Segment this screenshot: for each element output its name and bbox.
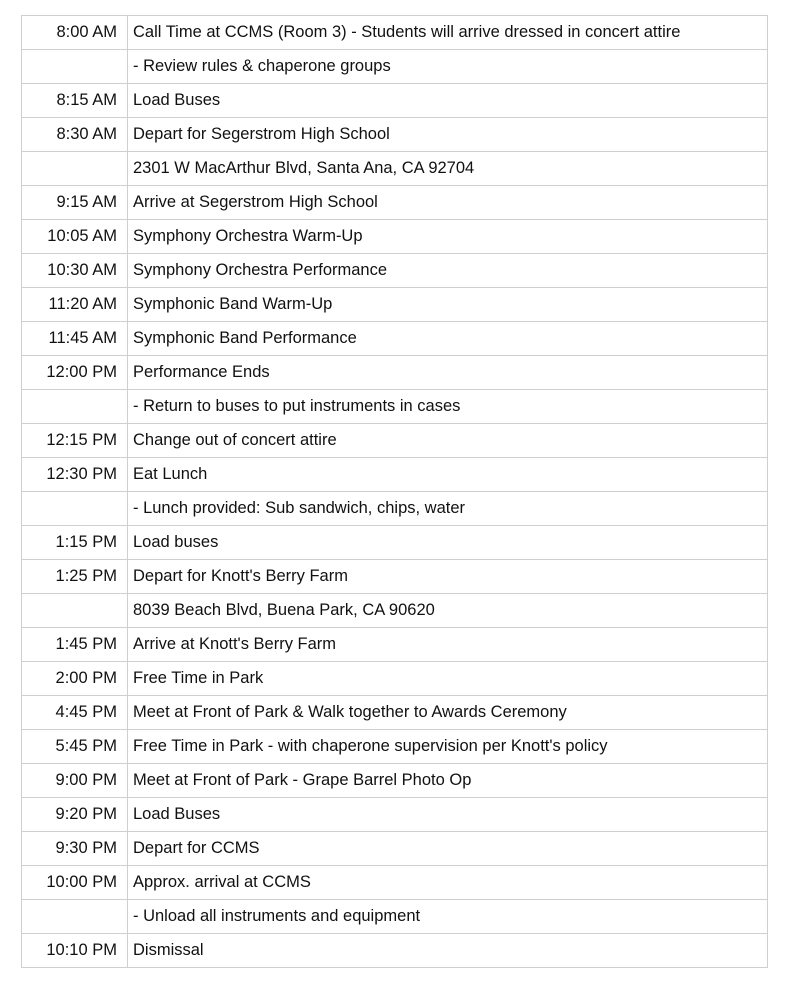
table-row	[22, 492, 768, 526]
table-row	[22, 152, 768, 186]
description-cell: Symphony Orchestra Performance	[128, 254, 768, 288]
time-cell	[22, 594, 128, 628]
table-row	[22, 424, 768, 458]
table-row	[22, 288, 768, 322]
description-cell: - Lunch provided: Sub sandwich, chips, water	[128, 492, 768, 526]
time-cell: 12:15 PM	[22, 424, 128, 458]
description-cell: Dismissal	[128, 934, 768, 968]
time-cell: 1:45 PM	[22, 628, 128, 662]
table-row	[22, 730, 768, 764]
description-cell: - Review rules & chaperone groups	[128, 50, 768, 84]
description-cell: Free Time in Park	[128, 662, 768, 696]
description-cell: Performance Ends	[128, 356, 768, 390]
table-row	[22, 50, 768, 84]
time-cell: 10:10 PM	[22, 934, 128, 968]
time-cell: 1:15 PM	[22, 526, 128, 560]
time-cell: 9:20 PM	[22, 798, 128, 832]
description-cell: Arrive at Knott's Berry Farm	[128, 628, 768, 662]
time-cell: 8:30 AM	[22, 118, 128, 152]
time-cell: 5:45 PM	[22, 730, 128, 764]
time-cell	[22, 152, 128, 186]
time-cell	[22, 492, 128, 526]
description-cell: Symphonic Band Warm-Up	[128, 288, 768, 322]
table-row	[22, 696, 768, 730]
time-cell: 9:30 PM	[22, 832, 128, 866]
description-cell: Change out of concert attire	[128, 424, 768, 458]
time-cell: 11:45 AM	[22, 322, 128, 356]
description-cell: Approx. arrival at CCMS	[128, 866, 768, 900]
time-cell: 10:05 AM	[22, 220, 128, 254]
table-row	[22, 662, 768, 696]
time-cell: 9:15 AM	[22, 186, 128, 220]
table-row	[22, 866, 768, 900]
description-cell: Depart for CCMS	[128, 832, 768, 866]
table-row	[22, 186, 768, 220]
schedule-body	[22, 16, 768, 968]
description-cell: Symphonic Band Performance	[128, 322, 768, 356]
table-row	[22, 832, 768, 866]
description-cell: Load buses	[128, 526, 768, 560]
time-cell: 4:45 PM	[22, 696, 128, 730]
description-cell: Depart for Segerstrom High School	[128, 118, 768, 152]
time-cell: 9:00 PM	[22, 764, 128, 798]
table-row	[22, 458, 768, 492]
table-row	[22, 628, 768, 662]
description-cell: Arrive at Segerstrom High School	[128, 186, 768, 220]
description-cell: 8039 Beach Blvd, Buena Park, CA 90620	[128, 594, 768, 628]
time-cell: 11:20 AM	[22, 288, 128, 322]
table-row	[22, 254, 768, 288]
description-cell: Load Buses	[128, 84, 768, 118]
time-cell: 8:00 AM	[22, 16, 128, 50]
table-row	[22, 900, 768, 934]
description-cell: - Unload all instruments and equipment	[128, 900, 768, 934]
description-cell: - Return to buses to put instruments in cases	[128, 390, 768, 424]
time-cell	[22, 900, 128, 934]
time-cell: 12:30 PM	[22, 458, 128, 492]
description-cell: Load Buses	[128, 798, 768, 832]
schedule-table	[21, 15, 768, 968]
description-cell: Call Time at CCMS (Room 3) - Students will arrive dressed in concert attire	[128, 16, 768, 50]
time-cell: 12:00 PM	[22, 356, 128, 390]
time-cell: 10:00 PM	[22, 866, 128, 900]
table-row	[22, 220, 768, 254]
table-row	[22, 390, 768, 424]
table-row	[22, 84, 768, 118]
table-row	[22, 594, 768, 628]
table-row	[22, 798, 768, 832]
time-cell	[22, 390, 128, 424]
description-cell: 2301 W MacArthur Blvd, Santa Ana, CA 92704	[128, 152, 768, 186]
time-cell: 1:25 PM	[22, 560, 128, 594]
description-cell: Eat Lunch	[128, 458, 768, 492]
time-cell: 8:15 AM	[22, 84, 128, 118]
description-cell: Depart for Knott's Berry Farm	[128, 560, 768, 594]
table-row	[22, 322, 768, 356]
time-cell: 2:00 PM	[22, 662, 128, 696]
table-row	[22, 118, 768, 152]
description-cell: Meet at Front of Park - Grape Barrel Photo Op	[128, 764, 768, 798]
description-cell: Meet at Front of Park & Walk together to Awards Ceremony	[128, 696, 768, 730]
table-row	[22, 356, 768, 390]
table-row	[22, 934, 768, 968]
table-row	[22, 764, 768, 798]
table-row	[22, 526, 768, 560]
table-row	[22, 560, 768, 594]
time-cell: 10:30 AM	[22, 254, 128, 288]
description-cell: Symphony Orchestra Warm-Up	[128, 220, 768, 254]
table-row	[22, 16, 768, 50]
time-cell	[22, 50, 128, 84]
description-cell: Free Time in Park - with chaperone supervision per Knott's policy	[128, 730, 768, 764]
